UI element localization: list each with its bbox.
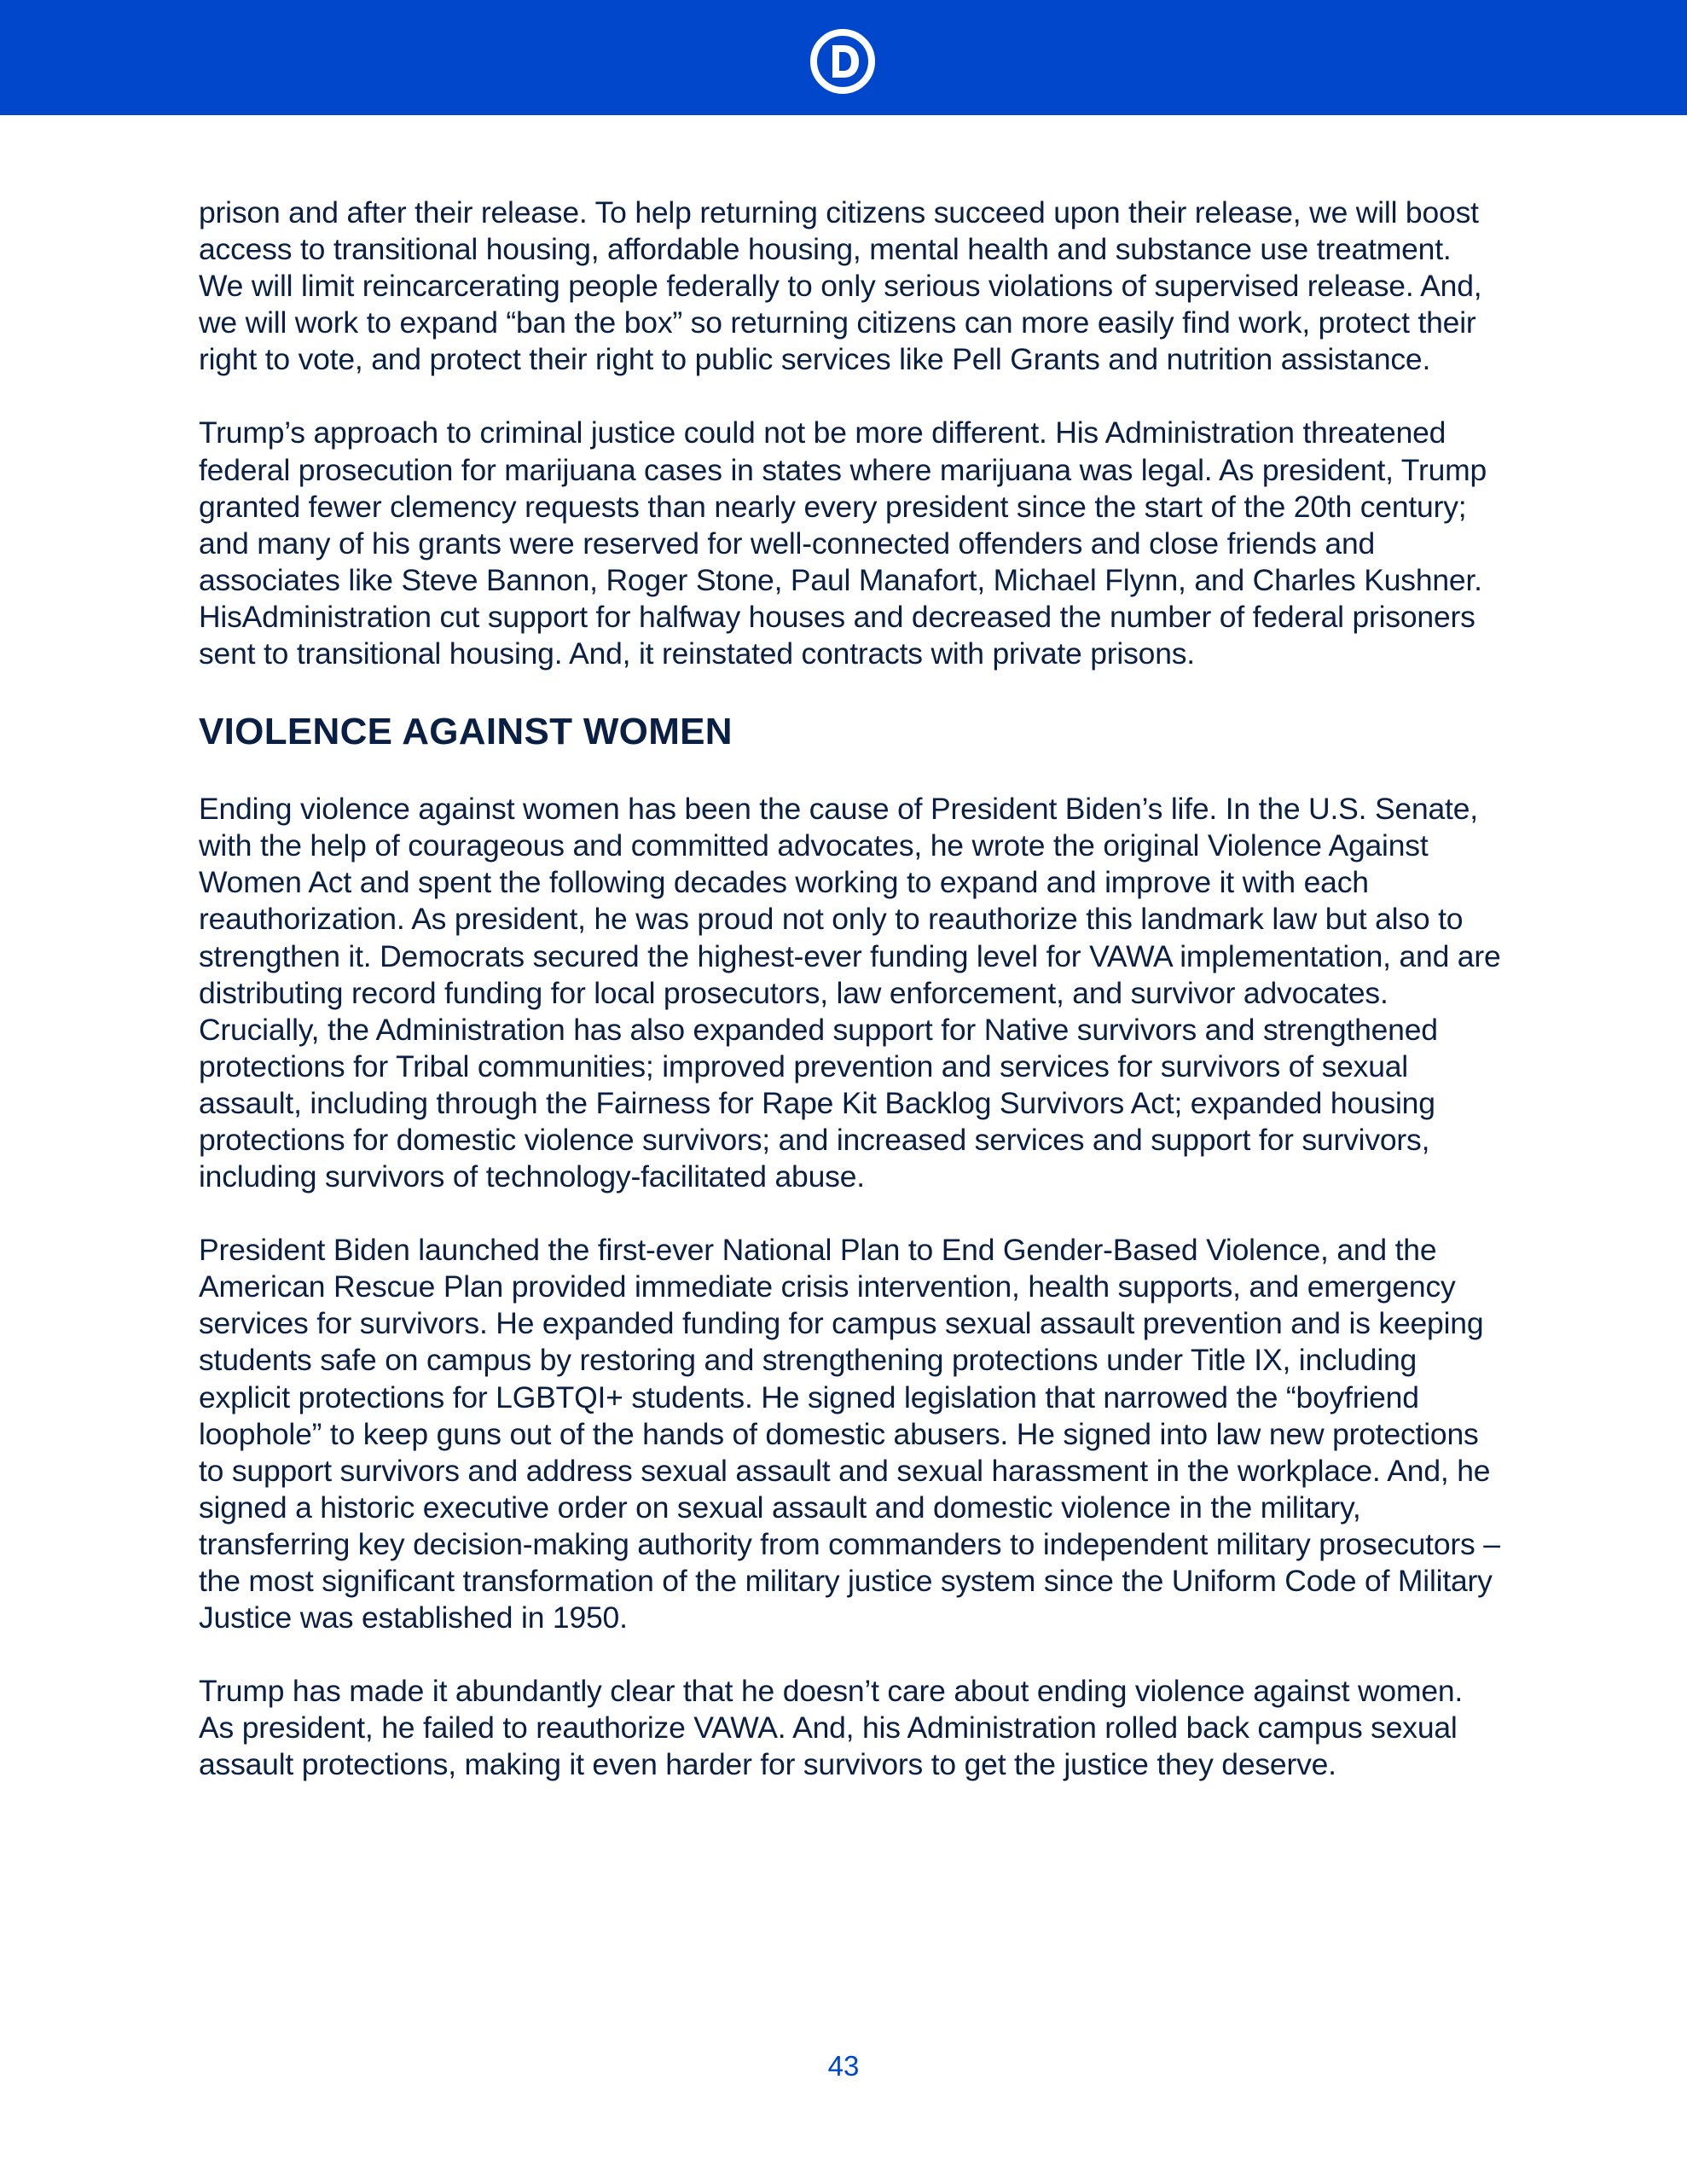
paragraph-national-plan: President Biden launched the first-ever National Plan to End Gender-Based Violence, and the American Rescue Plan provided immediate crisis intervention, health supports, and emergency services for survivors. He expanded funding for campus sexual assault prevention and is keeping students safe on campus by restoring and strengthening protections under Title IX, including explicit protections for LGBTQI+ students. He signed legislation that narrowed the “boyfriend loophole” to keep guns out of the hands of domestic abusers. He signed into law new protections to support survivors and address sexual assault and sexual harassment in the workplace. And, he signed a historic executive order on sexual assault and domestic violence in the military, transferring key decision-making authority from commanders to independent military prosecutors – the most significant transformation of the military justice system since the Uniform Code of Military Justice was established in 1950. [199, 1233, 1500, 1635]
paragraph-vawa: Ending violence against women has been the cause of President Biden’s life. In the U.S. Senate, with the help of courageous and committed advocates, he wrote the original Violence Against Women Act and spent the following decades working to expand and improve it with each reauthorization. As president, he was proud not only to reauthorize this landmark law but also to strengthen it. Democrats secured the highest-ever funding level for VAWA implementation, and are distributing record funding for local prosecutors, law enforcement, and survivor advocates. Crucially, the Administration has also expanded support for Native survivors and strengthened protections for Tribal communities; improved prevention and services for survivors of sexual assault, including through the Fairness for Rape Kit Backlog Survivors Act; expanded housing protections for domestic violence survivors; and increased services and support for survivors, including survivors of technology-facilitated abuse. [199, 792, 1501, 1194]
paragraph-trump-criminal-justice: Trump’s approach to criminal justice could not be more different. His Administration threatened federal prosecution for marijuana cases in states where marijuana was legal. As president, Trump granted fewer clemency requests than nearly every president since the start of the 20th century; and many of his grants were reserved for well-connected offenders and close friends and associates like Steve Bannon, Roger Stone, Paul Manafort, Michael Flynn, and Charles Kushner. HisAdministration cut support for halfway houses and decreased the number of federal prisoners sent to transitional housing. And, it reinstated contracts with private prisons. [199, 415, 1487, 671]
paragraph-reentry: prison and after their release. To help returning citizens succeed upon their release, we will boost access to transitional housing, affordable housing, mental health and substance use treatment. We will limit reincarcerating people federally to only serious violations of supervised release. And, we will work to expand “ban the box” so returning citizens can more easily find work, protect their right to vote, and protect their right to public services like Pell Grants and nutrition assistance. [199, 195, 1482, 377]
page-number: 43 [827, 2050, 860, 2082]
paragraph-trump-vawa: Trump has made it abundantly clear that he doesn’t care about ending violence against women. As president, he failed to reauthorize VAWA. And, his Administration rolled back campus sexual assault protections, making it even harder for survivors to get the justice they deserve. [199, 1674, 1464, 1782]
democratic-party-logo-icon [809, 28, 876, 95]
header-bar [0, 0, 1687, 115]
section-heading: VIOLENCE AGAINST WOMEN [199, 711, 733, 753]
page-content [199, 195, 1504, 1783]
